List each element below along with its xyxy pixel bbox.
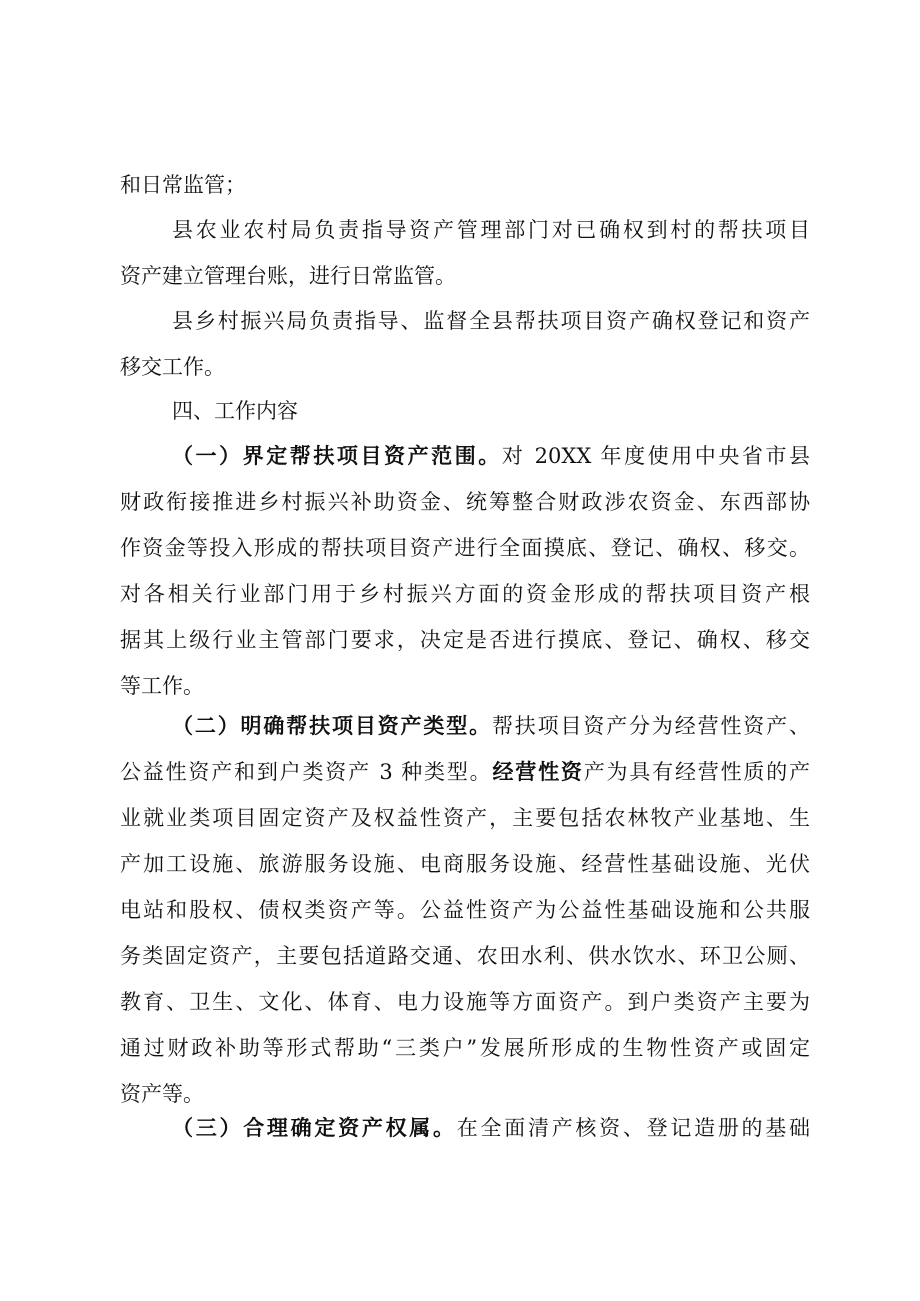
text-line: 资产建立管理台账，进行日常监管。: [120, 264, 456, 288]
paragraph-daily-supervision: [120, 162, 810, 208]
text-line: [120, 433, 810, 479]
text-line: 县农业农村局负责指导资产管理部门对已确权到村的帮扶项目: [172, 218, 810, 242]
text-line: 对各相关行业部门用于乡村振兴方面的资金形成的帮扶项目资产根: [120, 582, 810, 606]
text-line: [120, 703, 810, 749]
text-span: 对 20XX 年度使用中央省市县: [501, 444, 810, 468]
text-line: 电站和股权、债权类资产等。公益性资产为公益性基础设施和公共服: [120, 898, 810, 922]
paragraph-asset-types: [120, 703, 810, 1117]
text-line: 和日常监管；: [120, 173, 246, 197]
text-line: 据其上级行业主管部门要求，决定是否进行摸底、登记、确权、移交: [120, 628, 810, 652]
text-span: 产为具有经营性质的产: [583, 760, 811, 784]
text-line: 产加工设施、旅游服务设施、电商服务设施、经营性基础设施、光伏: [120, 852, 810, 876]
text-line: 务类固定资产，主要包括道路交通、农田水利、供水饮水、环卫公厕、: [120, 944, 810, 968]
paragraph-asset-ownership: [120, 1105, 810, 1151]
text-span: 公益性资产和到户类资产 3 种类型。: [120, 760, 493, 784]
paragraph-asset-scope: [120, 433, 810, 709]
text-line: 通过财政补助等形式帮助“三类户”发展所形成的生物性资产或固定: [120, 1036, 810, 1060]
text-line: 等工作。: [120, 674, 204, 698]
text-line: 业就业类项目固定资产及权益性资产，主要包括农林牧产业基地、生: [120, 806, 810, 830]
section-heading-work-content: 四、工作内容: [172, 399, 298, 423]
text-line: 资产等。: [120, 1082, 204, 1106]
text-line: 作资金等投入形成的帮扶项目资产进行全面摸底、登记、确权、移交。: [120, 536, 810, 560]
text-line: 移交工作。: [120, 355, 225, 379]
paragraph-agriculture-bureau: [120, 207, 810, 299]
text-span: 帮扶项目资产分为经营性资产、: [491, 714, 811, 738]
text-line: [120, 1105, 810, 1151]
subsection-title: （二）明确帮扶项目资产类型。: [172, 713, 492, 738]
subsection-title: （三）合理确定资产权属。: [172, 1115, 457, 1140]
paragraph-rural-revitalization-bureau: [120, 298, 810, 390]
text-line: 教育、卫生、文化、体育、电力设施等方面资产。到户类资产主要为: [120, 990, 810, 1014]
text-span: 在全面清产核资、登记造册的基础: [456, 1116, 811, 1140]
text-line: 县乡村振兴局负责指导、监督全县帮扶项目资产确权登记和资产: [172, 309, 810, 333]
subsection-title: （一）界定帮扶项目资产范围。: [172, 443, 502, 468]
text-line: 财政衔接推进乡村振兴补助资金、统筹整合财政涉农资金、东西部协: [120, 490, 810, 514]
bold-term: 经营性资: [492, 759, 584, 784]
text-line: [120, 749, 810, 795]
